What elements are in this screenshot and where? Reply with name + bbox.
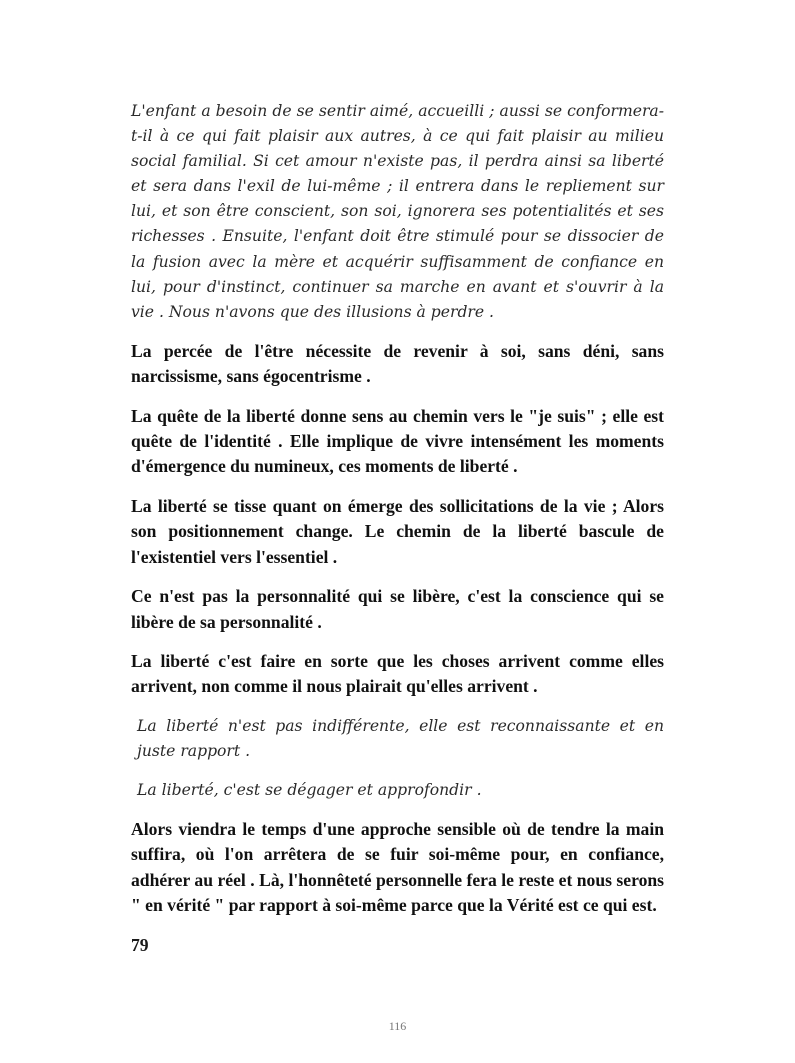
- paragraph-9: Alors viendra le temps d'une approche sensible où de tendre la main suffira, où l'on arrêtera de se fuir soi-même pour, en confiance, adhérer au réel . Là, l'honnêteté personnelle fera le reste et nous serons " en vérité " par rapport à soi-même parce que la Vérité est ce qui est.: [131, 819, 664, 916]
- paragraph-2: La percée de l'être nécessite de revenir à soi, sans déni, sans narcissisme, sans égocentrisme .: [131, 340, 664, 387]
- paragraph-3: La quête de la liberté donne sens au chemin vers le "je suis" ; elle est quête de l'identité . Elle implique de vivre intensément les moments d'émergence du numineux, ces moments de liberté .: [131, 405, 664, 477]
- paragraph-6: La liberté c'est faire en sorte que les choses arrivent comme elles arrivent, non comme il nous plairait qu'elles arrivent .: [131, 650, 664, 697]
- paragraph-1: L'enfant a besoin de se sentir aimé, accueilli ; aussi se conformera-t-il à ce qui fait plaisir aux autres, à ce qui fait plaisir au milieu social familial. Si cet amour n'existe pas, il perdra ainsi sa liberté et sera dans l'exil de lui-même ; il entrera dans le repliement sur lui, et son être conscient, son soi, ignorera ses potentialités et ses richesses . Ensuite, l'enfant doit être stimulé pour se dissocier de la fusion avec la mère et acquérir suffisamment de confiance en lui, pour d'instinct, continuer sa marche en avant et s'ouvrir à la vie . Nous n'avons que des illusions à perdre .: [131, 102, 664, 321]
- paragraph-8: La liberté, c'est se dégager et approfondir .: [137, 780, 482, 799]
- paragraph-7: La liberté n'est pas indifférente, elle est reconnaissante et en juste rapport .: [137, 716, 664, 760]
- page-number: 116: [388, 1019, 407, 1033]
- page-body: [131, 99, 664, 958]
- paragraph-4: La liberté se tisse quant on émerge des sollicitations de la vie ; Alors son positionnement change. Le chemin de la liberté bascule de l'existentiel vers l'essentiel .: [131, 495, 664, 567]
- chapter-number: 79: [131, 934, 149, 955]
- paragraph-5: Ce n'est pas la personnalité qui se libère, c'est la conscience qui se libère de sa personnalité .: [131, 586, 664, 632]
